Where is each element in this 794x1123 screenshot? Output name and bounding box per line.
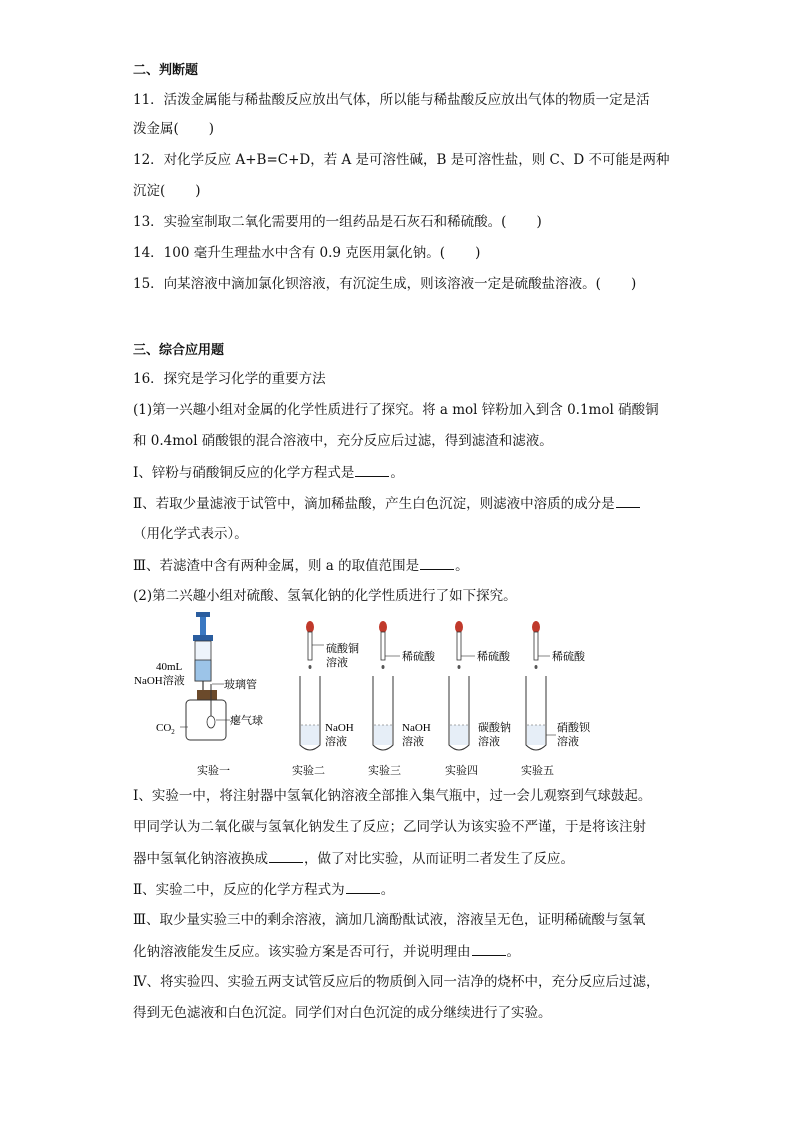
- syringe-solution-label: NaOH溶液: [134, 675, 185, 687]
- q15-text: 15．向某溶液中滴加氯化钡溶液，有沉淀生成，则该溶液一定是硫酸盐溶液。(: [133, 276, 601, 292]
- question-15: [133, 275, 636, 293]
- part1-i-text: Ⅰ、锌粉与硝酸铜反应的化学方程式是: [133, 465, 355, 481]
- t5-solution-label-1: 硝酸钡: [557, 722, 590, 734]
- part1-iii-end: 。: [455, 558, 469, 574]
- q12-text: 沉淀(: [133, 183, 166, 199]
- question-16: 16．探究是学习化学的重要方法: [133, 371, 326, 387]
- t2-solution-label-1: NaOH: [325, 722, 354, 734]
- part1-iii: [133, 556, 469, 575]
- syringe-volume-label: 40mL: [156, 661, 183, 673]
- experiment-figure: [120, 610, 600, 782]
- question-11-line1: 11．活泼金属能与稀盐酸反应放出气体，所以能与稀盐酸反应放出气体的物质一定是活: [133, 92, 650, 108]
- answer-blank: [269, 849, 303, 863]
- part2-i-line1: Ⅰ、实验一中，将注射器中氢氧化钠溶液全部推入集气瓶中，过一会儿观察到气球鼓起。: [133, 788, 652, 804]
- q12-close: ): [195, 183, 201, 199]
- gas-bottle: [186, 684, 226, 740]
- part1-ii-text: Ⅱ、若取少量滤液于试管中，滴加稀盐酸，产生白色沉淀，则滤液中溶质的成分是: [133, 496, 615, 512]
- section-heading-judgement: 二、判断题: [133, 63, 199, 78]
- part2-iv-line1: Ⅳ、将实验四、实验五两支试管反应后的物质倒入同一洁净的烧杯中，充分反应后过滤，: [133, 974, 660, 990]
- syringe: [193, 612, 213, 690]
- part2-iv-line2: 得到无色滤液和白色沉淀。同学们对白色沉淀的成分继续进行了实验。: [133, 1005, 552, 1021]
- part2-ii: [133, 880, 394, 899]
- t4-solution-label-2: 溶液: [478, 736, 500, 748]
- dropper-3: [379, 621, 387, 669]
- t2-dropper-label-2: 溶液: [326, 657, 348, 669]
- caption-exp4: 实验四: [445, 765, 478, 777]
- part1-ii-line2: （用化学式表示）。: [133, 526, 248, 542]
- t4-solution-label-1: 碳酸钠: [478, 722, 511, 734]
- part1-line1: (1)第一兴趣小组对金属的化学性质进行了探究。将 a mol 锌粉加入到含 0.1mol 硝酸铜: [133, 402, 659, 418]
- q11-text: 泼金属(: [133, 121, 179, 137]
- test-tube-3: [373, 676, 393, 750]
- glass-tube-label: 玻璃管: [224, 679, 257, 691]
- caption-exp3: 实验三: [368, 765, 401, 777]
- answer-blank: [472, 942, 506, 956]
- t4-dropper-label: 稀硫酸: [477, 651, 510, 663]
- part2-i-end: ，做了对比实验，从而证明二者发生了反应。: [304, 851, 574, 867]
- section-heading-application: 三、综合应用题: [133, 343, 225, 358]
- question-13: [133, 213, 542, 231]
- t5-solution-label-2: 溶液: [557, 736, 579, 748]
- part2-i-text: 器中氢氧化钠溶液换成: [133, 851, 268, 867]
- question-12-line1: 12．对化学反应 A+B=C+D，若 A 是可溶性碱，B 是可溶性盐，则 C、D 不可能是两种: [133, 152, 670, 168]
- part2-iii-end: 。: [506, 944, 520, 960]
- balloon-label: 瘪气球: [230, 715, 263, 727]
- part2-ii-text: Ⅱ、实验二中，反应的化学方程式为: [133, 882, 345, 898]
- balloon-shape: [207, 716, 215, 728]
- dropper-4: [455, 621, 463, 669]
- co2-label: $CO_2$: [156, 722, 175, 736]
- answer-blank: [346, 880, 380, 894]
- q14-close: ): [475, 245, 481, 261]
- answer-blank: [355, 463, 389, 477]
- answer-blank: [420, 556, 454, 570]
- q13-text: 13．实验室制取二氧化需要用的一组药品是石灰石和稀硫酸。(: [133, 214, 507, 230]
- test-tube-5: [526, 676, 546, 750]
- dropper-5: [532, 621, 540, 669]
- part1-line2: 和 0.4mol 硝酸银的混合溶液中，充分反应后过滤，得到滤渣和滤液。: [133, 433, 553, 449]
- part1-ii-line1: [133, 494, 641, 513]
- t5-dropper-label: 稀硫酸: [552, 651, 585, 663]
- test-tube-4: [449, 676, 469, 750]
- part2-intro: (2)第二兴趣小组对硫酸、氢氧化钠的化学性质进行了如下探究。: [133, 588, 517, 604]
- part1-i-end: 。: [390, 465, 404, 481]
- question-14: [133, 244, 480, 262]
- question-11-line2: [133, 120, 214, 138]
- part1-iii-text: Ⅲ、若滤渣中含有两种金属，则 a 的取值范围是: [133, 558, 420, 574]
- q11-close: ): [208, 121, 215, 137]
- test-tube-2: [300, 676, 320, 750]
- part2-ii-end: 。: [380, 882, 395, 898]
- t3-solution-label-2: 溶液: [402, 736, 424, 748]
- q15-close: ): [630, 276, 637, 292]
- t3-solution-label-1: NaOH: [402, 722, 431, 734]
- part2-iii-text: 化钠溶液能发生反应。该实验方案是否可行，并说明理由: [133, 944, 471, 960]
- t2-dropper-label-1: 硫酸铜: [326, 643, 359, 655]
- caption-exp2: 实验二: [292, 765, 325, 777]
- part2-iii-line2: [133, 942, 520, 961]
- q14-text: 14．100 毫升生理盐水中含有 0.9 克医用氯化钠。(: [133, 245, 446, 261]
- t2-solution-label-2: 溶液: [325, 736, 347, 748]
- part2-i-line3: [133, 849, 574, 868]
- part2-i-line2: 甲同学认为二氧化碳与氢氧化钠发生了反应；乙同学认为该实验不严谨，于是将该注射: [133, 819, 646, 835]
- caption-exp5: 实验五: [521, 765, 554, 777]
- t3-dropper-label: 稀硫酸: [402, 651, 435, 663]
- part2-iii-line1: Ⅲ、取少量实验三中的剩余溶液，滴加几滴酚酞试液，溶液呈无色，证明稀硫酸与氢氧: [133, 912, 646, 928]
- caption-exp1: 实验一: [197, 765, 230, 777]
- q13-close: ): [536, 214, 542, 230]
- question-12-line2: [133, 182, 201, 200]
- part1-i: [133, 463, 404, 482]
- answer-blank: [616, 494, 640, 508]
